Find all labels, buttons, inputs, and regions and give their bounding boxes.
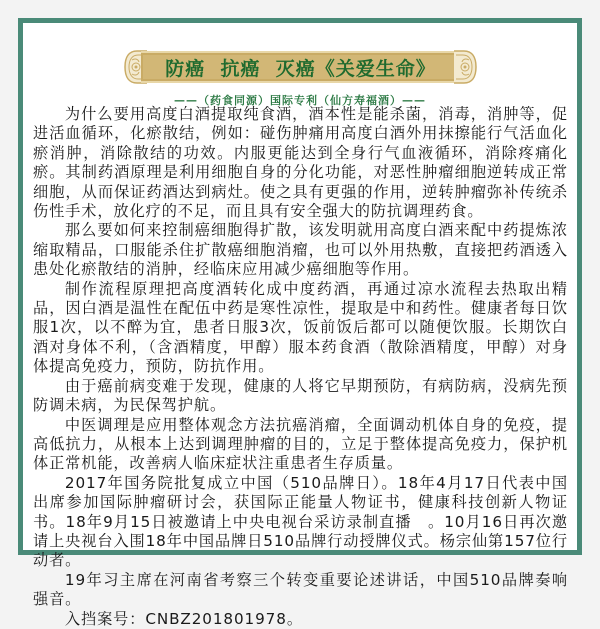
title-banner [123,47,478,87]
case-number [33,610,568,629]
subtitle: ——（药食同源）国际专利（仙方寿福酒）—— [174,94,426,107]
article-body [33,105,568,629]
document-frame [18,18,582,628]
cloud-scroll-ornament-icon [452,47,478,87]
case-number-value: CNBZ201801978 [145,609,287,628]
banner-body [141,51,460,83]
paragraph-control-spread: 那么要如何来控制癌细胞得扩散，该发明就用高度白酒来配中药提炼浓缩取精品，口服能杀住扩散癌细胞消瘤，也可以外用热敷，直接把药酒透入患处化瘀散结的消肿，经临床应用减少癌细胞等作用。 [33,221,568,279]
case-number-suffix: 。 [286,609,303,628]
paragraph-tcm: 中医调理是应用整体观念方法抗癌消瘤，全面调动机体自身的免疫，提高低抗力，从根本上达到调理肿瘤的目的，立足于整体提高免疫力，保护机体正常机能，改善病人临床症状注重患者生存质量。 [33,415,568,473]
paragraph-brand-day: 2017年国务院批复成立中国（510品牌日）。18年4月17日代表中国出席参加国际肿瘤研讨会，获国际正能量人物证书，健康科技创新人物证书。18年9月15日被邀请上中央电视台采访录制直播 。10月16日再次邀请上央视台入围18年中国品牌日510品牌行动授牌仪式。杨宗仙第157位行动者。 [33,473,568,570]
paragraph-why-baijiu: 为什么要用高度白酒提取纯食酒，酒本性是能杀菌，消毒，消肿等，促进活血循环，化瘀散结，例如：碰伤肿痛用高度白酒外用抹擦能行气活血化瘀消肿，消除散结的功效。内服更能达到全身行气血液循环，消除疼痛化瘀。其制药酒原理是利用细胞自身的分化功能，对恶性肿瘤细胞逆转成正常细胞，从而保证药酒达到病灶。使之具有更强的作用，逆转肿瘤弥补传统杀伤性手术，放化疗的不足，而且具有安全强大的防抗调理药食。 [33,105,568,221]
page-title: 防癌 抗癌 灭癌《关爱生命》 [165,57,436,80]
paragraph-prevention: 由于癌前病变难于发现，健康的人将它早期预防，有病防病，没病先预防调未病，为民保驾护航。 [33,376,568,415]
paragraph-speech: 19年习主席在河南省考察三个转变重要论述讲话，中国510品牌奏响强音。 [33,570,568,609]
paragraph-process: 制作流程原理把高度酒转化成中度药酒，再通过凉水流程去热取出精品，因白酒是温性在配伍中药是寒性凉性，提取是中和药性。健康者每日饮服1次，以不醉为宜，患者日服3次，饭前饭后都可以随便饮服。长期饮白酒对身体不利，（含酒精度，甲醇）服本药食酒（散除酒精度，甲醇）对身体提高免疫力，预防，防抗作用。 [33,279,568,376]
case-number-label: 入挡案号： [64,609,146,628]
